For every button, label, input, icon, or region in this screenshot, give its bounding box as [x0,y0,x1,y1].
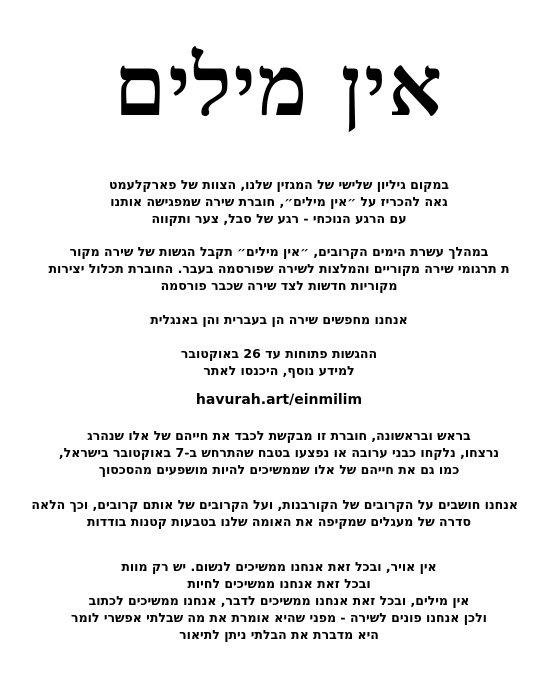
text-line: למידע נוסף, היכנסו לאתר [203,363,355,378]
closing-paragraph [40,558,518,643]
text-line: אין אויר, ובכל זאת אנחנו ממשיכים לנשום. יש רק מוות [121,559,437,574]
submissions-paragraph [40,243,518,294]
text-line: כמו גם את חייהם של אלו שממשיכים להיות מושפעים מהסכסוך [98,462,460,477]
text-line: ולכן אנחנו פונים לשירה - מפני שהיא אומרת את מה שבלתי אפשרי לומר [71,610,487,625]
website-link[interactable]: havurah.art/einmilim [195,392,363,408]
deadline-paragraph [40,345,518,379]
text-line: אנחנו מחפשים שירה הן בעברית והן באנגלית [150,312,408,327]
text-line: גאה להכריז על ״אין מילים״, חוברת שירה שמפגישה אותנו [110,194,448,209]
text-line: אנחנו חושבים על הקרובים של הקורבנות, ועל הקרובים של אותם קרובים, וכך הלאה [31,497,518,512]
text-line: ההגשות פתוחות עד 26 באוקטובר [180,346,378,361]
circles-paragraph [31,496,518,530]
text-line: סדרה של מעגלים שמקיפה את האומה שלנו בטבעות קטנות בודדות [86,514,472,529]
website-paragraph [40,392,518,409]
flyer-title: אין מילים [113,36,445,135]
languages-paragraph [40,311,518,328]
text-line: נרצחו, נלקחו כבני ערובה או נפצעו בטבח שהתרחש ב-7 באוקטובר בישראל, [58,445,500,460]
text-line: אין מילים, ובכל זאת אנחנו ממשיכים לדבר, אנחנו ממשיכים לכתוב [88,593,470,608]
intro-paragraph [40,176,518,227]
text-line: ת תרגומי שירה מקוריים והמלצות לשירה שפורסמה בעבר. החוברת תכלול יצירות [48,261,510,276]
text-line: בראש ובראשונה, חוברת זו מבקשת לכבד את חייהם של אלו שנהרג [87,428,471,443]
text-line: מקוריות חדשות לצד שירה שכבר פורסמה [160,278,398,293]
dedication-paragraph [40,427,518,478]
text-line: ובכל זאת אנחנו ממשיכים לחיות [187,576,371,591]
text-line: היא מדברת את הבלתי ניתן לתיאור [179,627,379,642]
text-line: במקום גיליון שלישי של המגזין שלנו, הצוות של פארקלעמט [108,177,449,192]
text-line: במהלך עשרת הימים הקרובים, ״אין מילים״ תקבל הגשות של שירה מקור [69,244,489,259]
text-line: עם הרגע הנוכחי - רגע של סבל, צער ותקווה [151,211,407,226]
